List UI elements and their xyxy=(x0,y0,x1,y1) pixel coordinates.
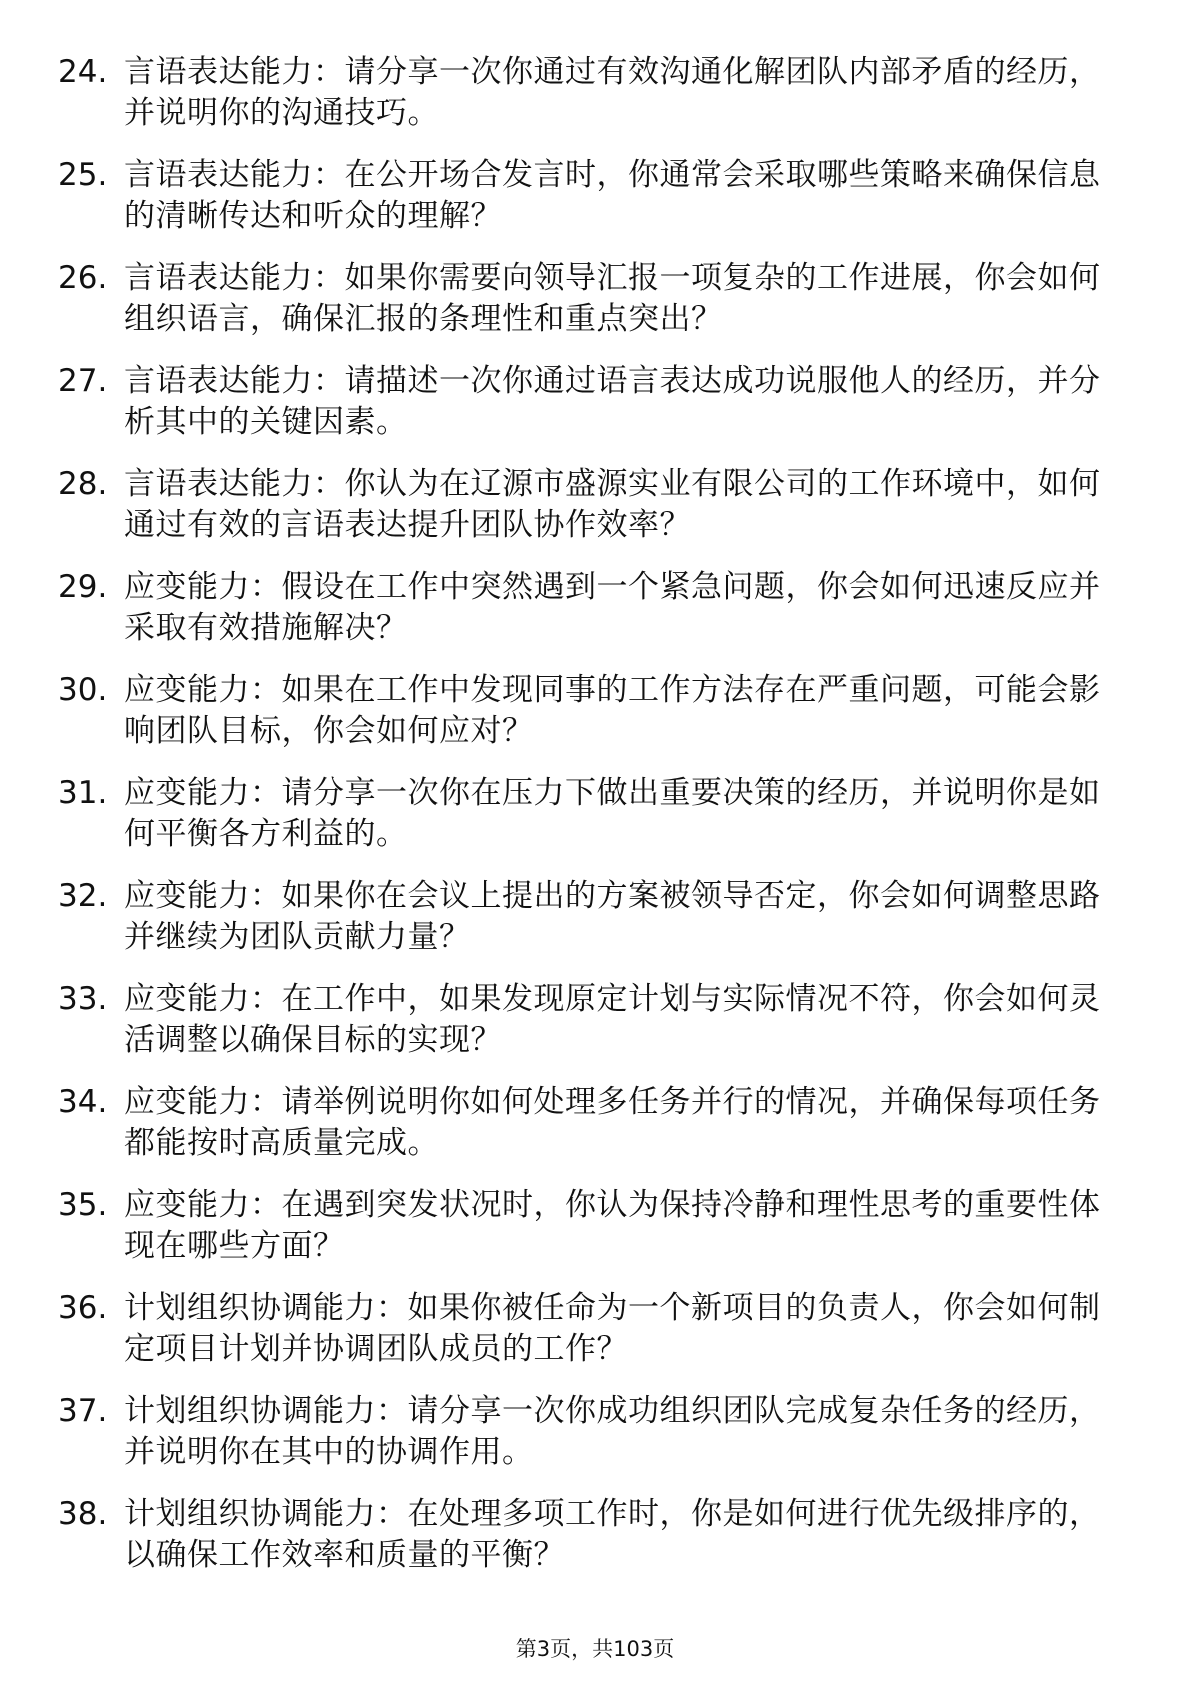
question-number: 25. xyxy=(58,157,108,193)
question-text: 言语表达能力：在公开场合发言时，你通常会采取哪些策略来确保信息的清晰传达和听众的理解？ xyxy=(124,157,1101,234)
question-item xyxy=(58,1288,1108,1391)
question-list xyxy=(58,52,1108,1597)
question-item xyxy=(58,670,1108,773)
question-item xyxy=(58,52,1108,155)
question-item xyxy=(58,979,1108,1082)
question-item xyxy=(58,1185,1108,1288)
question-number: 34. xyxy=(58,1084,108,1120)
question-number: 32. xyxy=(58,878,108,914)
question-text: 应变能力：假设在工作中突然遇到一个紧急问题，你会如何迅速反应并采取有效措施解决？ xyxy=(124,569,1101,646)
question-number: 38. xyxy=(58,1496,108,1532)
question-text: 言语表达能力：请描述一次你通过语言表达成功说服他人的经历，并分析其中的关键因素。 xyxy=(124,363,1101,440)
question-number: 24. xyxy=(58,54,108,90)
question-number: 31. xyxy=(58,775,108,811)
question-item xyxy=(58,1082,1108,1185)
question-text: 计划组织协调能力：如果你被任命为一个新项目的负责人，你会如何制定项目计划并协调团队成员的工作？ xyxy=(124,1290,1101,1367)
question-text: 应变能力：如果你在会议上提出的方案被领导否定，你会如何调整思路并继续为团队贡献力量？ xyxy=(124,878,1101,955)
page-footer: 第3页，共103页 xyxy=(515,1637,675,1661)
question-text: 计划组织协调能力：请分享一次你成功组织团队完成复杂任务的经历，并说明你在其中的协调作用。 xyxy=(124,1393,1101,1470)
question-item xyxy=(58,876,1108,979)
question-number: 36. xyxy=(58,1290,108,1326)
question-number: 37. xyxy=(58,1393,108,1429)
question-text: 应变能力：在遇到突发状况时，你认为保持冷静和理性思考的重要性体现在哪些方面？ xyxy=(124,1187,1101,1264)
question-number: 27. xyxy=(58,363,108,399)
question-text: 言语表达能力：你认为在辽源市盛源实业有限公司的工作环境中，如何通过有效的言语表达提升团队协作效率？ xyxy=(124,466,1101,543)
question-item xyxy=(58,258,1108,361)
question-text: 应变能力：请分享一次你在压力下做出重要决策的经历，并说明你是如何平衡各方利益的。 xyxy=(124,775,1101,852)
question-item xyxy=(58,1391,1108,1494)
question-item xyxy=(58,464,1108,567)
question-number: 30. xyxy=(58,672,108,708)
question-text: 应变能力：请举例说明你如何处理多任务并行的情况，并确保每项任务都能按时高质量完成。 xyxy=(124,1084,1101,1161)
question-number: 28. xyxy=(58,466,108,502)
question-text: 应变能力：如果在工作中发现同事的工作方法存在严重问题，可能会影响团队目标，你会如何应对？ xyxy=(124,672,1101,749)
question-number: 35. xyxy=(58,1187,108,1223)
question-text: 应变能力：在工作中，如果发现原定计划与实际情况不符，你会如何灵活调整以确保目标的实现？ xyxy=(124,981,1101,1058)
question-item xyxy=(58,155,1108,258)
question-text: 言语表达能力：如果你需要向领导汇报一项复杂的工作进展，你会如何组织语言，确保汇报的条理性和重点突出？ xyxy=(124,260,1101,337)
question-text: 言语表达能力：请分享一次你通过有效沟通化解团队内部矛盾的经历，并说明你的沟通技巧。 xyxy=(124,54,1101,131)
question-number: 29. xyxy=(58,569,108,605)
question-item xyxy=(58,361,1108,464)
question-text: 计划组织协调能力：在处理多项工作时，你是如何进行优先级排序的，以确保工作效率和质量的平衡？ xyxy=(124,1496,1101,1573)
question-item xyxy=(58,773,1108,876)
question-number: 26. xyxy=(58,260,108,296)
question-item xyxy=(58,567,1108,670)
question-item xyxy=(58,1494,1108,1597)
question-number: 33. xyxy=(58,981,108,1017)
